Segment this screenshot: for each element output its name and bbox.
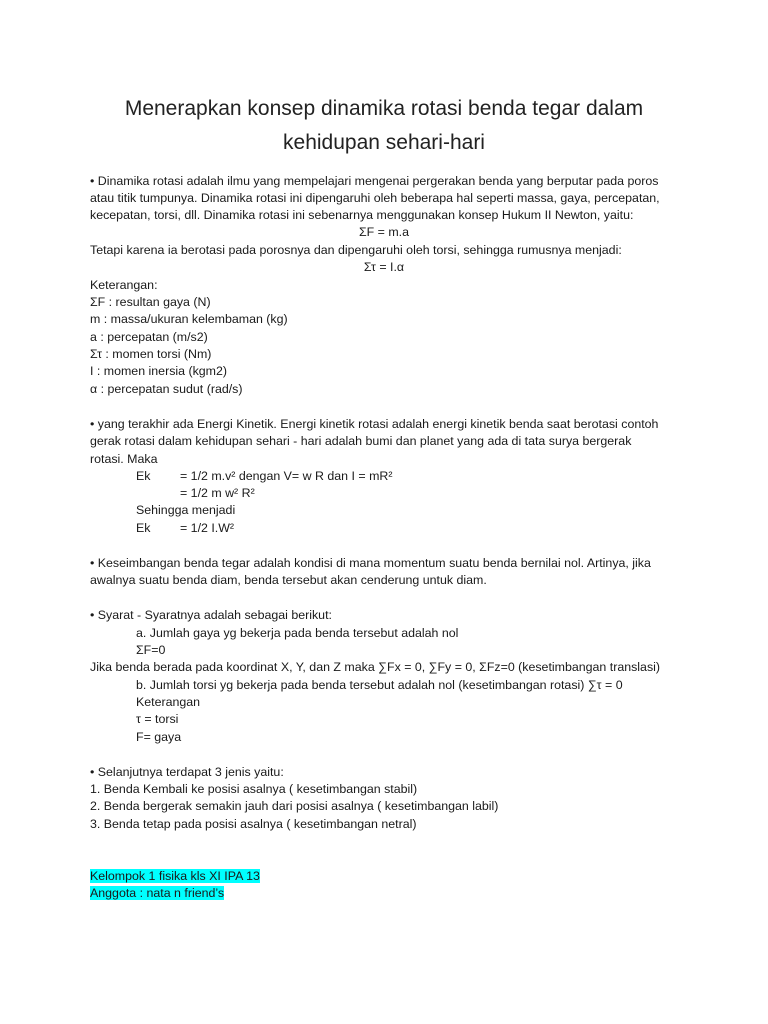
highlight-kelompok: Kelompok 1 fisika kls XI IPA 13 (90, 869, 260, 883)
equation-newton: ΣF = m.a (358, 225, 409, 239)
syarat-jika: Jika benda berada pada koordinat X, Y, dan Z maka ∑Fx = 0, ∑Fy = 0, ΣFz=0 (kesetimbangan translasi) (90, 660, 661, 674)
p1-line-3: kecepatan, torsi, dll. Dinamika rotasi ini sebenarnya menggunakan konsep Hukum II Newton, yaitu: (90, 208, 634, 222)
title-line-1: Menerapkan konsep dinamika rotasi benda tegar dalam (124, 97, 644, 120)
footer-kelompok (90, 868, 260, 885)
keterangan-item: m : massa/ukuran kelembaman (kg) (90, 312, 288, 326)
keterangan-item: Στ : momen torsi (Nm) (90, 347, 212, 361)
p1-line-1: • Dinamika rotasi adalah ilmu yang mempelajari mengenai pergerakan benda yang berputar pada poros (90, 174, 659, 188)
ek-formula-2: = 1/2 m w² R² (180, 486, 255, 500)
syarat-f: F= gaya (136, 730, 182, 744)
jenis-item: 1. Benda Kembali ke posisi asalnya ( kesetimbangan stabil) (90, 782, 418, 796)
ek-formula-3: = 1/2 I.W² (180, 521, 235, 535)
p2-line-2: gerak rotasi dalam kehidupan sehari - hari adalah bumi dan planet yang ada di tata surya bergerak (90, 434, 632, 448)
highlight-anggota: Anggota : nata n friend’s (90, 886, 225, 900)
keterangan-heading: Keterangan: (90, 278, 158, 292)
keterangan-item: I : momen inersia (kgm2) (90, 364, 228, 378)
jenis-item: 3. Benda tetap pada posisi asalnya ( kesetimbangan netral) (90, 817, 417, 831)
jenis-item: 2. Benda bergerak semakin jauh dari posisi asalnya ( kesetimbangan labil) (90, 799, 499, 813)
syarat-tau: τ = torsi (136, 712, 179, 726)
title-line-2: kehidupan sehari-hari (283, 131, 485, 154)
syarat-b: b. Jumlah torsi yg bekerja pada benda tersebut adalah nol (kesetimbangan rotasi) ∑τ = 0 (136, 678, 623, 692)
keterangan-item: ΣF : resultan gaya (N) (90, 295, 211, 309)
equation-torsi: Στ = I.α (363, 260, 405, 274)
keterangan-item: α : percepatan sudut (rad/s) (90, 382, 243, 396)
ek-label-1: Ek (136, 469, 151, 483)
syarat-a: a. Jumlah gaya yg bekerja pada benda tersebut adalah nol (136, 626, 459, 640)
ek-formula-1: = 1/2 m.v² dengan V= w R dan I = mR² (180, 469, 393, 483)
ek-label-2: Ek (136, 521, 151, 535)
p2-line-3: rotasi. Maka (90, 452, 158, 466)
p4-line-1: • Syarat - Syaratnya adalah sebagai berikut: (90, 608, 332, 622)
syarat-sf: ΣF=0 (136, 643, 166, 657)
document-title (60, 92, 708, 160)
footer-anggota (90, 885, 224, 902)
p3-line-1: • Keseimbangan benda tegar adalah kondisi di mana momentum suatu benda bernilai nol. Artinya, jika (90, 556, 651, 570)
p1-line-4: Tetapi karena ia berotasi pada porosnya dan dipengaruhi oleh torsi, sehingga rumusnya menjadi: (90, 243, 622, 257)
p2-line-1: • yang terakhir ada Energi Kinetik. Energi kinetik rotasi adalah energi kinetik benda saat berotasi contoh (90, 417, 659, 431)
ek-sehingga: Sehingga menjadi (136, 503, 236, 517)
p3-line-2: awalnya suatu benda diam, benda tersebut akan cenderung untuk diam. (90, 573, 487, 587)
keterangan-item: a : percepatan (m/s2) (90, 330, 208, 344)
p1-line-2: atau titik tumpunya. Dinamika rotasi ini dipengaruhi oleh beberapa hal seperti massa, gaya, percepatan, (90, 191, 660, 205)
p5-line-1: • Selanjutnya terdapat 3 jenis yaitu: (90, 765, 284, 779)
syarat-keterangan: Keterangan (136, 695, 201, 709)
